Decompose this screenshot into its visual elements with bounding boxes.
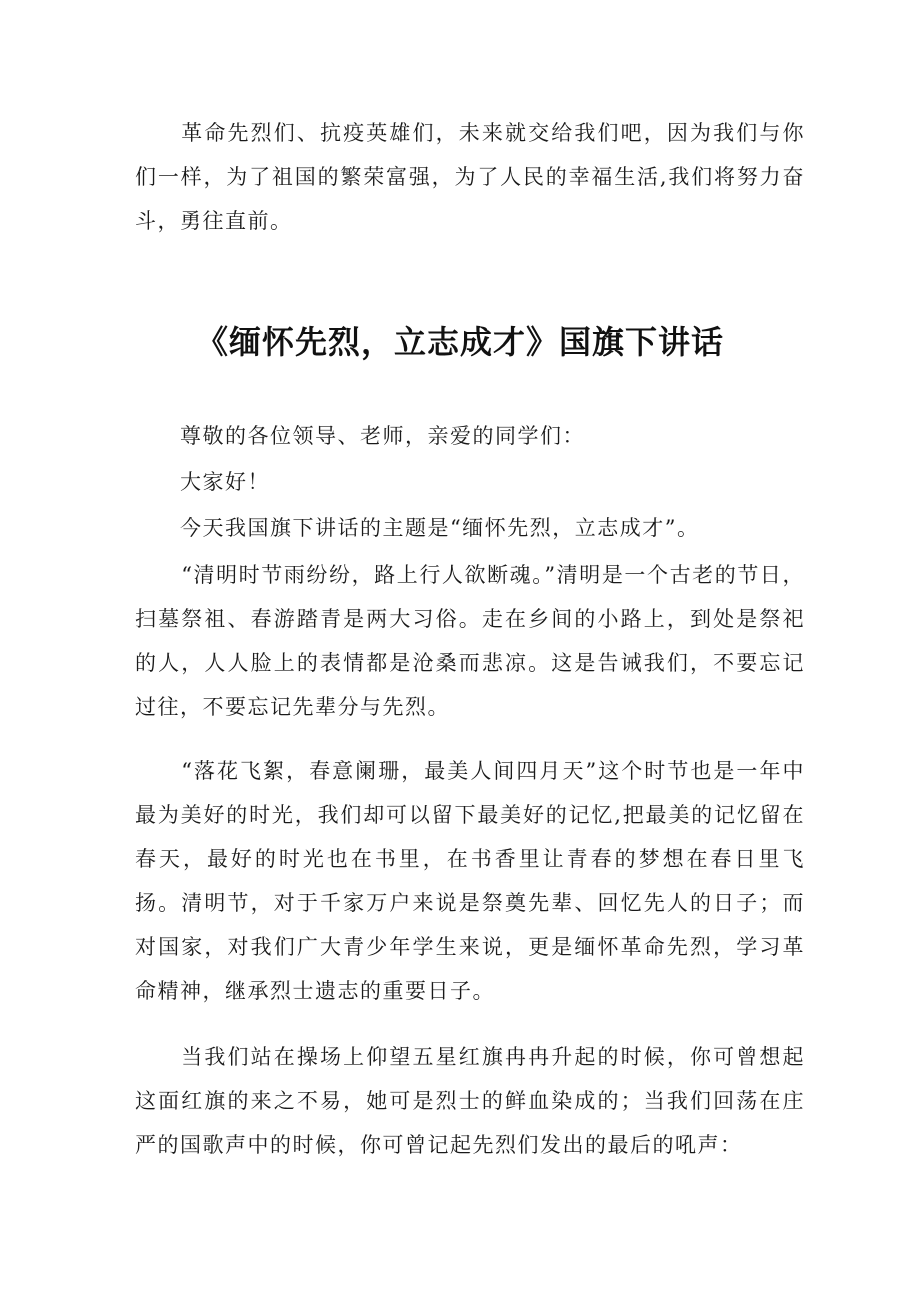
body-paragraph-3: 当我们站在操场上仰望五星红旗冉冉升起的时候，你可曾想起这面红旗的来之不易，她可是烈士的鲜血染成的；当我们回荡在庄严的国歌声中的时候，你可曾记起先烈们发出的最后的吼声：	[135, 1045, 805, 1157]
topic-line: 今天我国旗下讲话的主题是“缅怀先烈，立志成才”。	[180, 516, 700, 540]
speech-title: 《缅怀先烈，立志成才》国旗下讲话	[195, 323, 724, 361]
salutation: 尊敬的各位领导、老师，亲爱的同学们：	[180, 424, 585, 448]
greeting: 大家好！	[180, 470, 270, 494]
body-paragraph-1: “清明时节雨纷纷，路上行人欲断魂。”清明是一个古老的节日，扫墓祭祖、春游踏青是两大习俗。走在乡间的小路上，到处是祭祀的人，人人脸上的表情都是沧桑而悲凉。这是告诫我们，不要忘记过往，不要忘记先辈分与先烈。	[135, 563, 805, 719]
body-paragraph-2: “落花飞絮，春意阑珊，最美人间四月天”这个时节也是一年中最为美好的时光，我们却可以留下最美好的记忆,把最美的记忆留在春天，最好的时光也在书里，在书香里让青春的梦想在春日里飞扬。清明节，对于千家万户来说是祭奠先辈、回忆先人的日子；而对国家，对我们广大青少年学生来说，更是缅怀革命先烈，学习革命精神，继承烈士遗志的重要日子。	[135, 759, 805, 1003]
top-paragraph: 革命先烈们、抗疫英雄们，未来就交给我们吧，因为我们与你们一样，为了祖国的繁荣富强，为了人民的幸福生活,我们将努力奋斗，勇往直前。	[135, 121, 805, 233]
